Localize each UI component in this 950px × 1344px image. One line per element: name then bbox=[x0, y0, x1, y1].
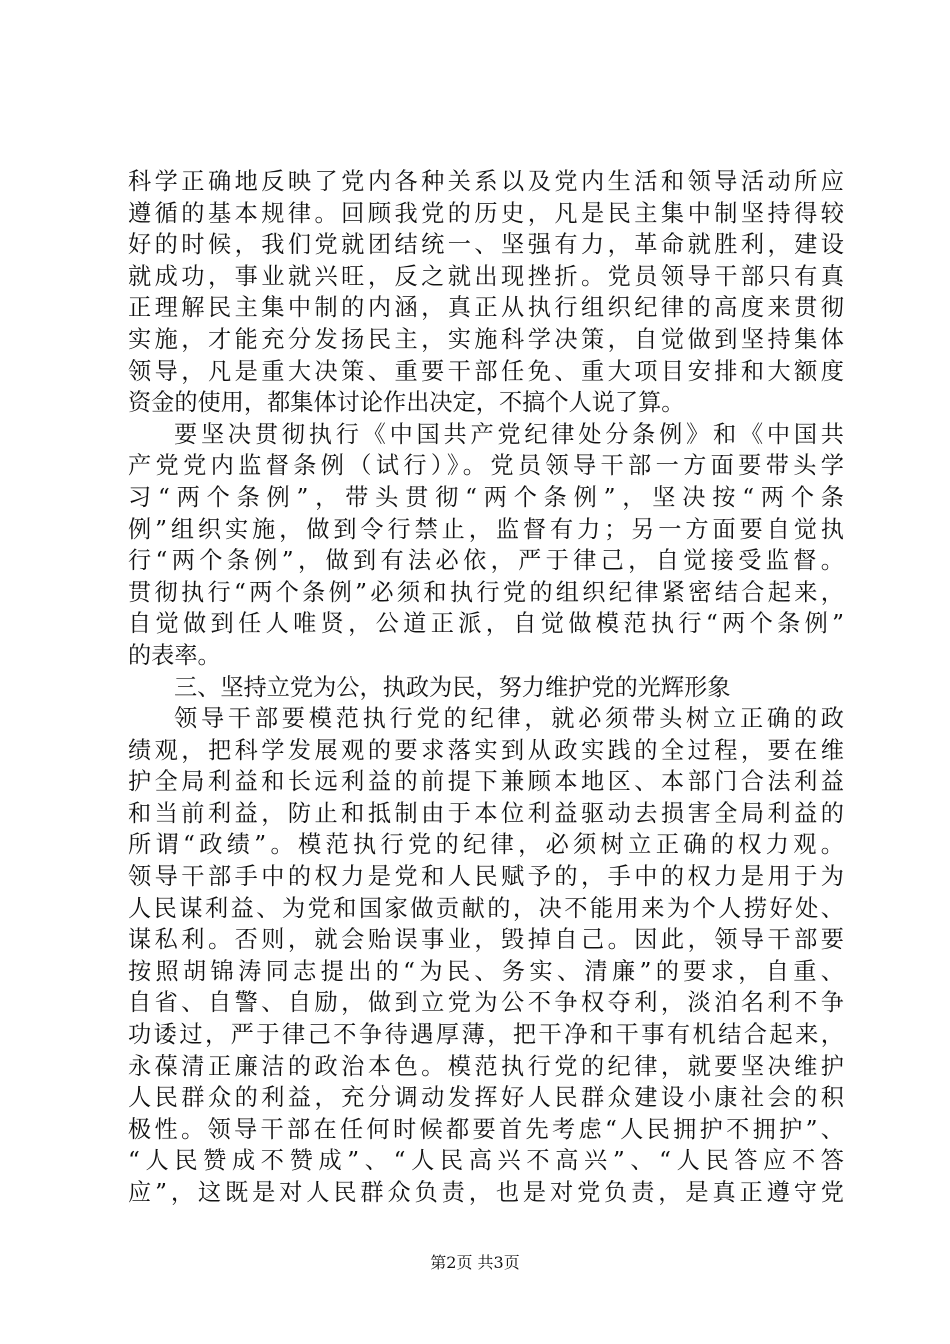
text-line: 永葆清正廉洁的政治本色。模范执行党的纪律，就要坚决维护 bbox=[128, 1052, 844, 1080]
text-line: 资金的使用，都集体讨论作出决定，不搞个人说了算。 bbox=[128, 389, 685, 417]
text-line: 领导干部手中的权力是党和人民赋予的，手中的权力是用于为 bbox=[128, 863, 844, 891]
text-line: 人民谋利益、为党和国家做贡献的，决不能用来为个人捞好处、 bbox=[128, 894, 844, 922]
text-line: 就成功，事业就兴旺，反之就出现挫折。党员领导干部只有真 bbox=[128, 262, 844, 290]
text-line: 所谓“政绩”。模范执行党的纪律，必须树立正确的权力观。 bbox=[128, 831, 844, 859]
text-line: 实施，才能充分发扬民主，实施科学决策，自觉做到坚持集体 bbox=[128, 325, 844, 353]
page-number-footer: 第2页 共3页 bbox=[430, 1253, 520, 1272]
text-line: 要坚决贯彻执行《中国共产党纪律处分条例》和《中国共 bbox=[174, 420, 844, 448]
text-line: 正理解民主集中制的内涵，真正从执行组织纪律的高度来贯彻 bbox=[128, 294, 844, 322]
text-line: 产党党内监督条例（试行）》。党员领导干部一方面要带头学 bbox=[128, 452, 844, 480]
text-line: 三、坚持立党为公，执政为民，努力维护党的光辉形象 bbox=[174, 673, 731, 701]
text-line: 护全局利益和长远利益的前提下兼顾本地区、本部门合法利益 bbox=[128, 768, 844, 796]
text-line: 自省、自警、自励，做到立党为公不争权夺利，淡泊名利不争 bbox=[128, 989, 844, 1017]
text-line: 自觉做到任人唯贤，公道正派，自觉做模范执行“两个条例” bbox=[128, 610, 844, 638]
text-line: 行“两个条例”，做到有法必依，严于律己，自觉接受监督。 bbox=[128, 547, 844, 575]
document-body bbox=[128, 166, 844, 1209]
text-line: 和当前利益，防止和抵制由于本位利益驱动去损害全局利益的 bbox=[128, 799, 844, 827]
text-line: 绩观，把科学发展观的要求落实到从政实践的全过程，要在维 bbox=[128, 736, 844, 764]
text-line: 谋私利。否则，就会贻误事业，毁掉自己。因此，领导干部要 bbox=[128, 926, 844, 954]
text-line: 遵循的基本规律。回顾我党的历史，凡是民主集中制坚持得较 bbox=[128, 199, 844, 227]
text-line: 应”，这既是对人民群众负责，也是对党负责，是真正遵守党 bbox=[128, 1179, 844, 1206]
text-line: 习“两个条例”，带头贯彻“两个条例”，坚决按“两个条 bbox=[128, 483, 844, 511]
text-line: 好的时候，我们党就团结统一、坚强有力，革命就胜利，建设 bbox=[128, 231, 844, 259]
text-line: 人民群众的利益，充分调动发挥好人民群众建设小康社会的积 bbox=[128, 1084, 844, 1112]
text-line: 例”组织实施，做到令行禁止，监督有力；另一方面要自觉执 bbox=[128, 515, 844, 543]
text-line: 领导，凡是重大决策、重要干部任免、重大项目安排和大额度 bbox=[128, 357, 844, 385]
text-line: “人民赞成不赞成”、“人民高兴不高兴”、“人民答应不答 bbox=[128, 1147, 844, 1175]
text-line: 的表率。 bbox=[128, 641, 221, 669]
text-line: 科学正确地反映了党内各种关系以及党内生活和领导活动所应 bbox=[128, 168, 844, 195]
text-line: 按照胡锦涛同志提出的“为民、务实、清廉”的要求，自重、 bbox=[128, 957, 844, 985]
text-line: 功诿过，严于律己不争待遇厚薄，把干净和干事有机结合起来， bbox=[128, 1021, 844, 1049]
text-line: 极性。领导干部在任何时候都要首先考虑“人民拥护不拥护”、 bbox=[128, 1115, 844, 1143]
text-line: 贯彻执行“两个条例”必须和执行党的组织纪律紧密结合起来， bbox=[128, 578, 844, 606]
text-line: 领导干部要模范执行党的纪律，就必须带头树立正确的政 bbox=[174, 705, 844, 733]
